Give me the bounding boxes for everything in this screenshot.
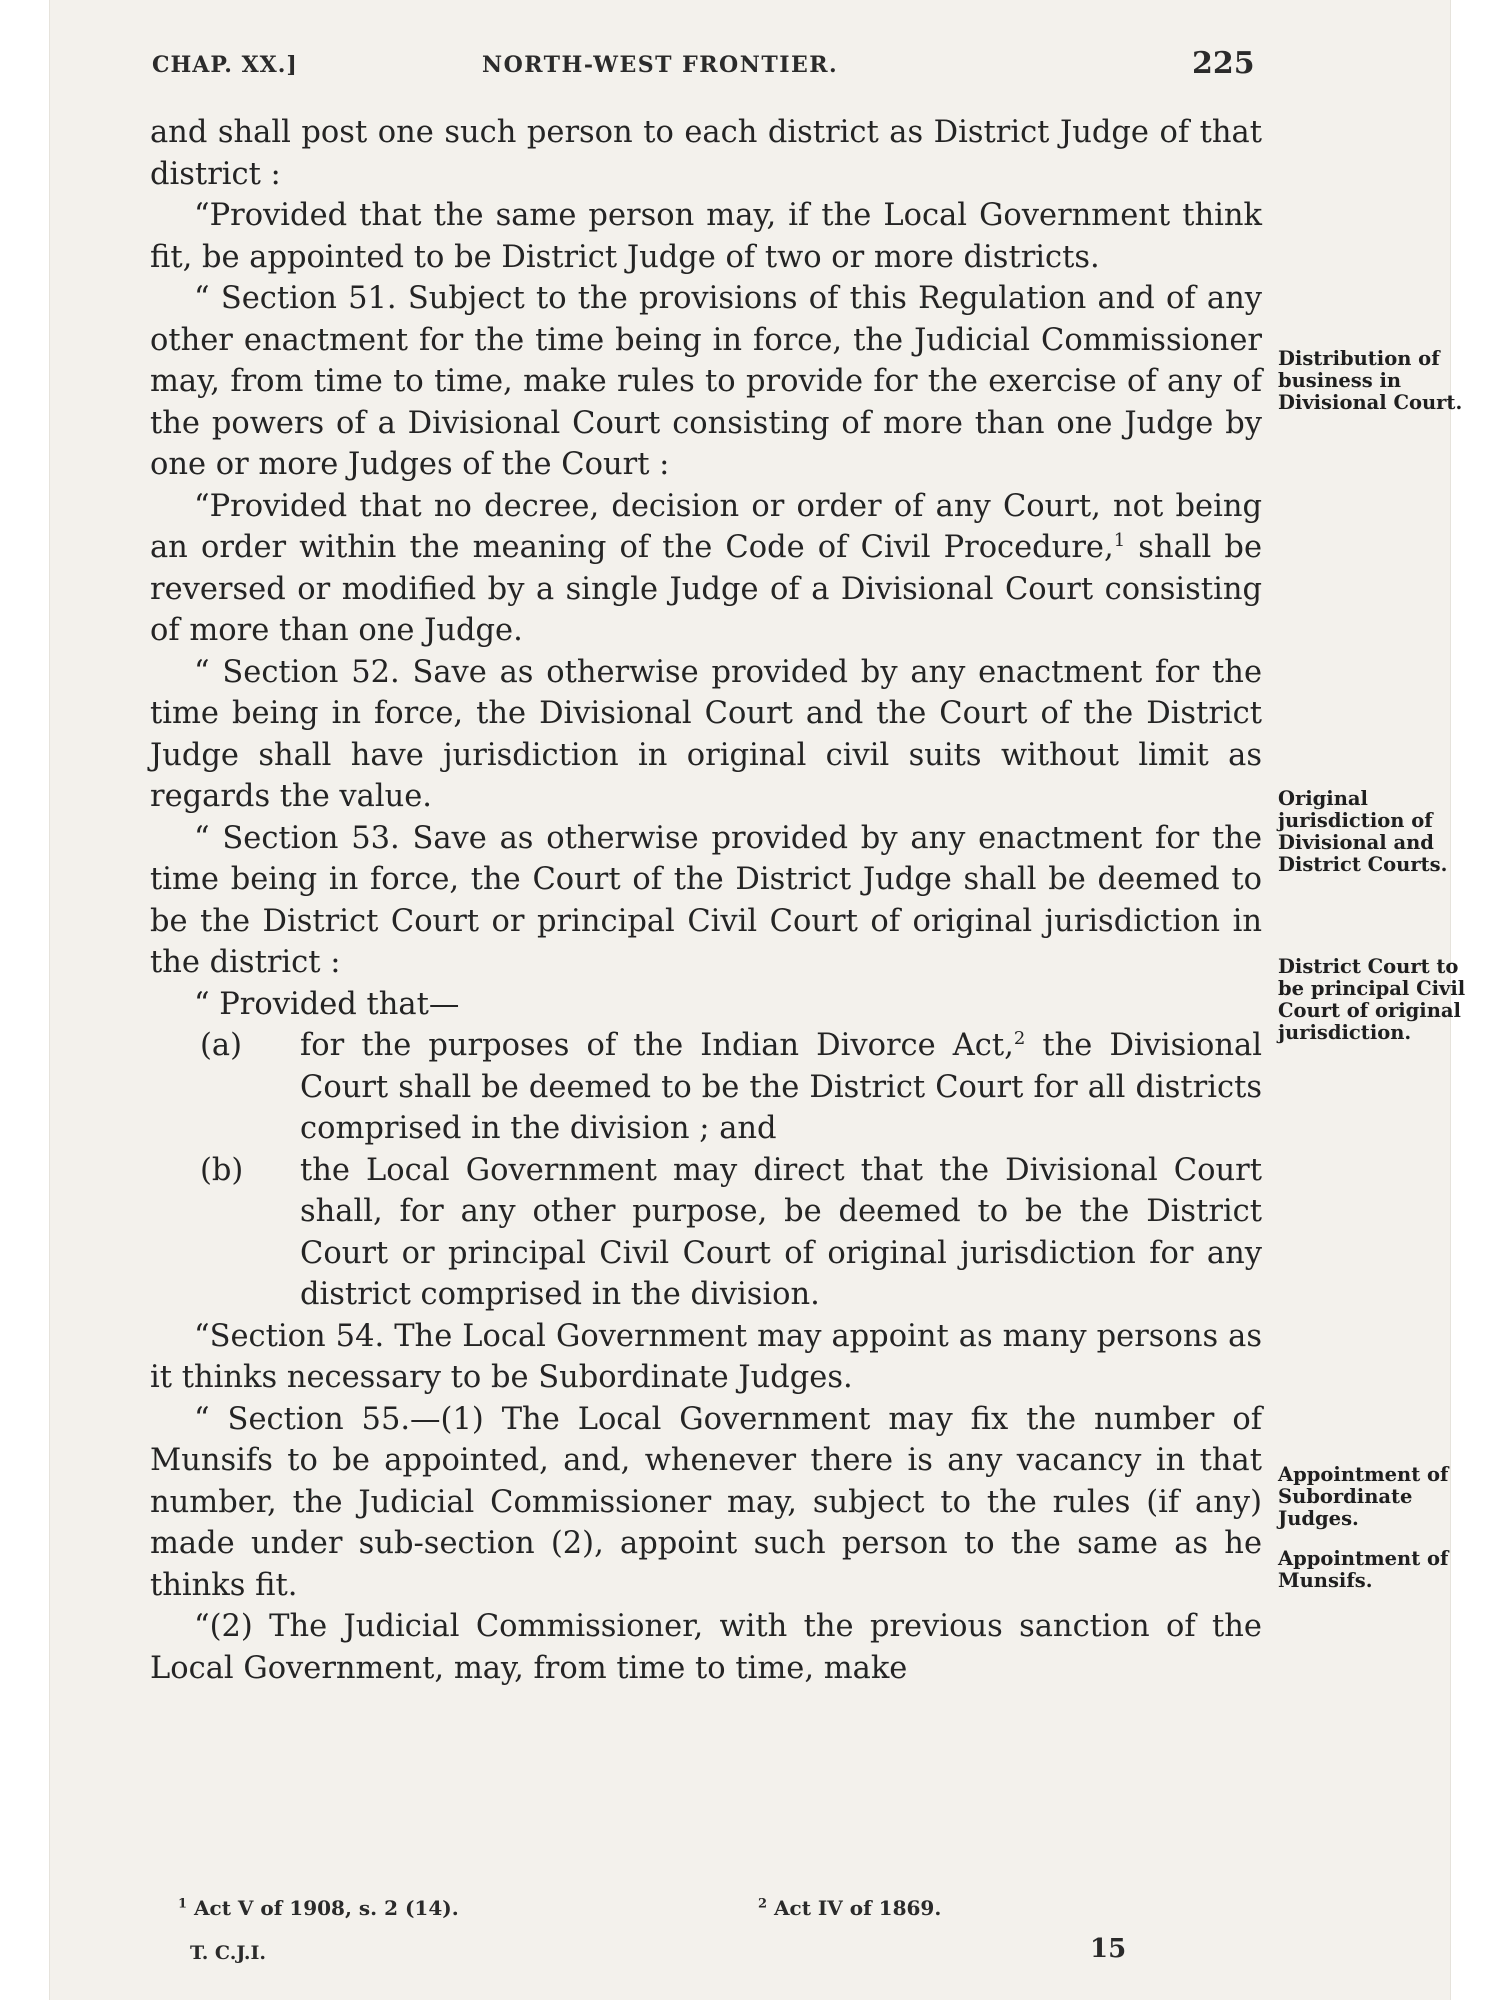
footnote-text: Act V of 1908, s. 2 (14).	[187, 1896, 459, 1920]
footnote-ref: 2	[1013, 1027, 1026, 1049]
clause-marker: (b)	[200, 1152, 244, 1188]
page-number: 225	[1192, 46, 1255, 81]
printer-signature: T. C.J.I.	[190, 1942, 266, 1964]
document-page	[50, 0, 1466, 2000]
footnote-ref: 1	[1113, 529, 1126, 551]
clause-b	[150, 1150, 1262, 1316]
section-54: “Section 54. The Local Government may appoint as many persons as it thinks necessary to be Subordinate Judges.	[150, 1318, 1262, 1395]
clause-a	[150, 1025, 1262, 1150]
margin-note-munsifs: Appointment of Munsifs.	[1278, 1547, 1449, 1592]
paragraph-text: “Provided that no decree, decision or order of any Court, not being an order within the meaning of the Code of Civil Procedure,	[150, 488, 1262, 565]
margin-note-subordinate-judges: Appointment of Subordinate Judges.	[1278, 1463, 1449, 1530]
section-52: “ Section 52. Save as otherwise provided by any enactment for the time being in force, the Divisional Court and the Court of the District Judge shall have jurisdiction in original civil suits without limit as regards the value.	[150, 654, 1262, 814]
margin-note-original-jurisdiction: Original jurisdiction of Divisional and District Courts.	[1278, 787, 1448, 876]
clause-text: for the purposes of the Indian Divorce Act,	[300, 1028, 1014, 1063]
clause-marker: (a)	[200, 1028, 242, 1063]
clause-text: the Divisional Court shall be deemed to be the District Court for all districts comprised in the division ; and	[300, 1028, 1262, 1146]
footnote-2	[758, 1896, 941, 1920]
chapter-label: CHAP. XX.]	[152, 52, 298, 78]
section-55-sub-2: “(2) The Judicial Commissioner, with the previous sanction of the Local Government, may, from time to time, make	[150, 1609, 1262, 1686]
paragraph: “Provided that the same person may, if the Local Government think fit, be appointed to be District Judge of two or more districts.	[150, 198, 1262, 275]
section-53-proviso: “ Provided that—	[194, 986, 460, 1022]
page-header	[152, 44, 1272, 84]
running-title: NORTH-WEST FRONTIER.	[482, 52, 839, 78]
margin-note-district-court: District Court to be principal Civil Court of original jurisdiction.	[1278, 955, 1466, 1044]
paragraph: and shall post one such person to each district as District Judge of that district :	[150, 115, 1262, 192]
section-51: “ Section 51. Subject to the provisions of this Regulation and of any other enactment for the time being in force, the Judicial Commissioner may, from time to time, make rules to provide for the exercise of any of the powers of a Divisional Court consisting of more than one Judge by one or more Judges of the Court :	[150, 281, 1262, 482]
paragraph-text: shall be reversed or modified by a single Judge of a Divisional Court consisting of more than one Judge.	[150, 530, 1262, 648]
footnote-text: Act IV of 1869.	[767, 1896, 942, 1920]
footnote-mark: 2	[758, 1896, 768, 1912]
footnote-1	[178, 1896, 459, 1920]
clause-text: the Local Government may direct that the Divisional Court shall, for any other purpose, be deemed to be the District Court or principal Civil Court of original jurisdiction for any district comprised in the division.	[300, 1152, 1262, 1312]
sheet-number: 15	[1090, 1934, 1127, 1964]
footnote-mark: 1	[178, 1896, 188, 1912]
section-55: “ Section 55.—(1) The Local Government may fix the number of Munsifs to be appointed, and, whenever there is any vacancy in that number, the Judicial Commissioner may, subject to the rules (if any) made under sub-section (2), appoint such person to the same as he thinks fit.	[150, 1401, 1262, 1603]
section-53: “ Section 53. Save as otherwise provided by any enactment for the time being in force, the Court of the District Judge shall be deemed to be the District Court or principal Civil Court of original jurisdiction in the district :	[150, 820, 1262, 980]
margin-note-distribution: Distribution of business in Divisional Court.	[1278, 347, 1463, 414]
body-text	[150, 112, 1262, 1689]
section-51-proviso	[150, 486, 1262, 652]
